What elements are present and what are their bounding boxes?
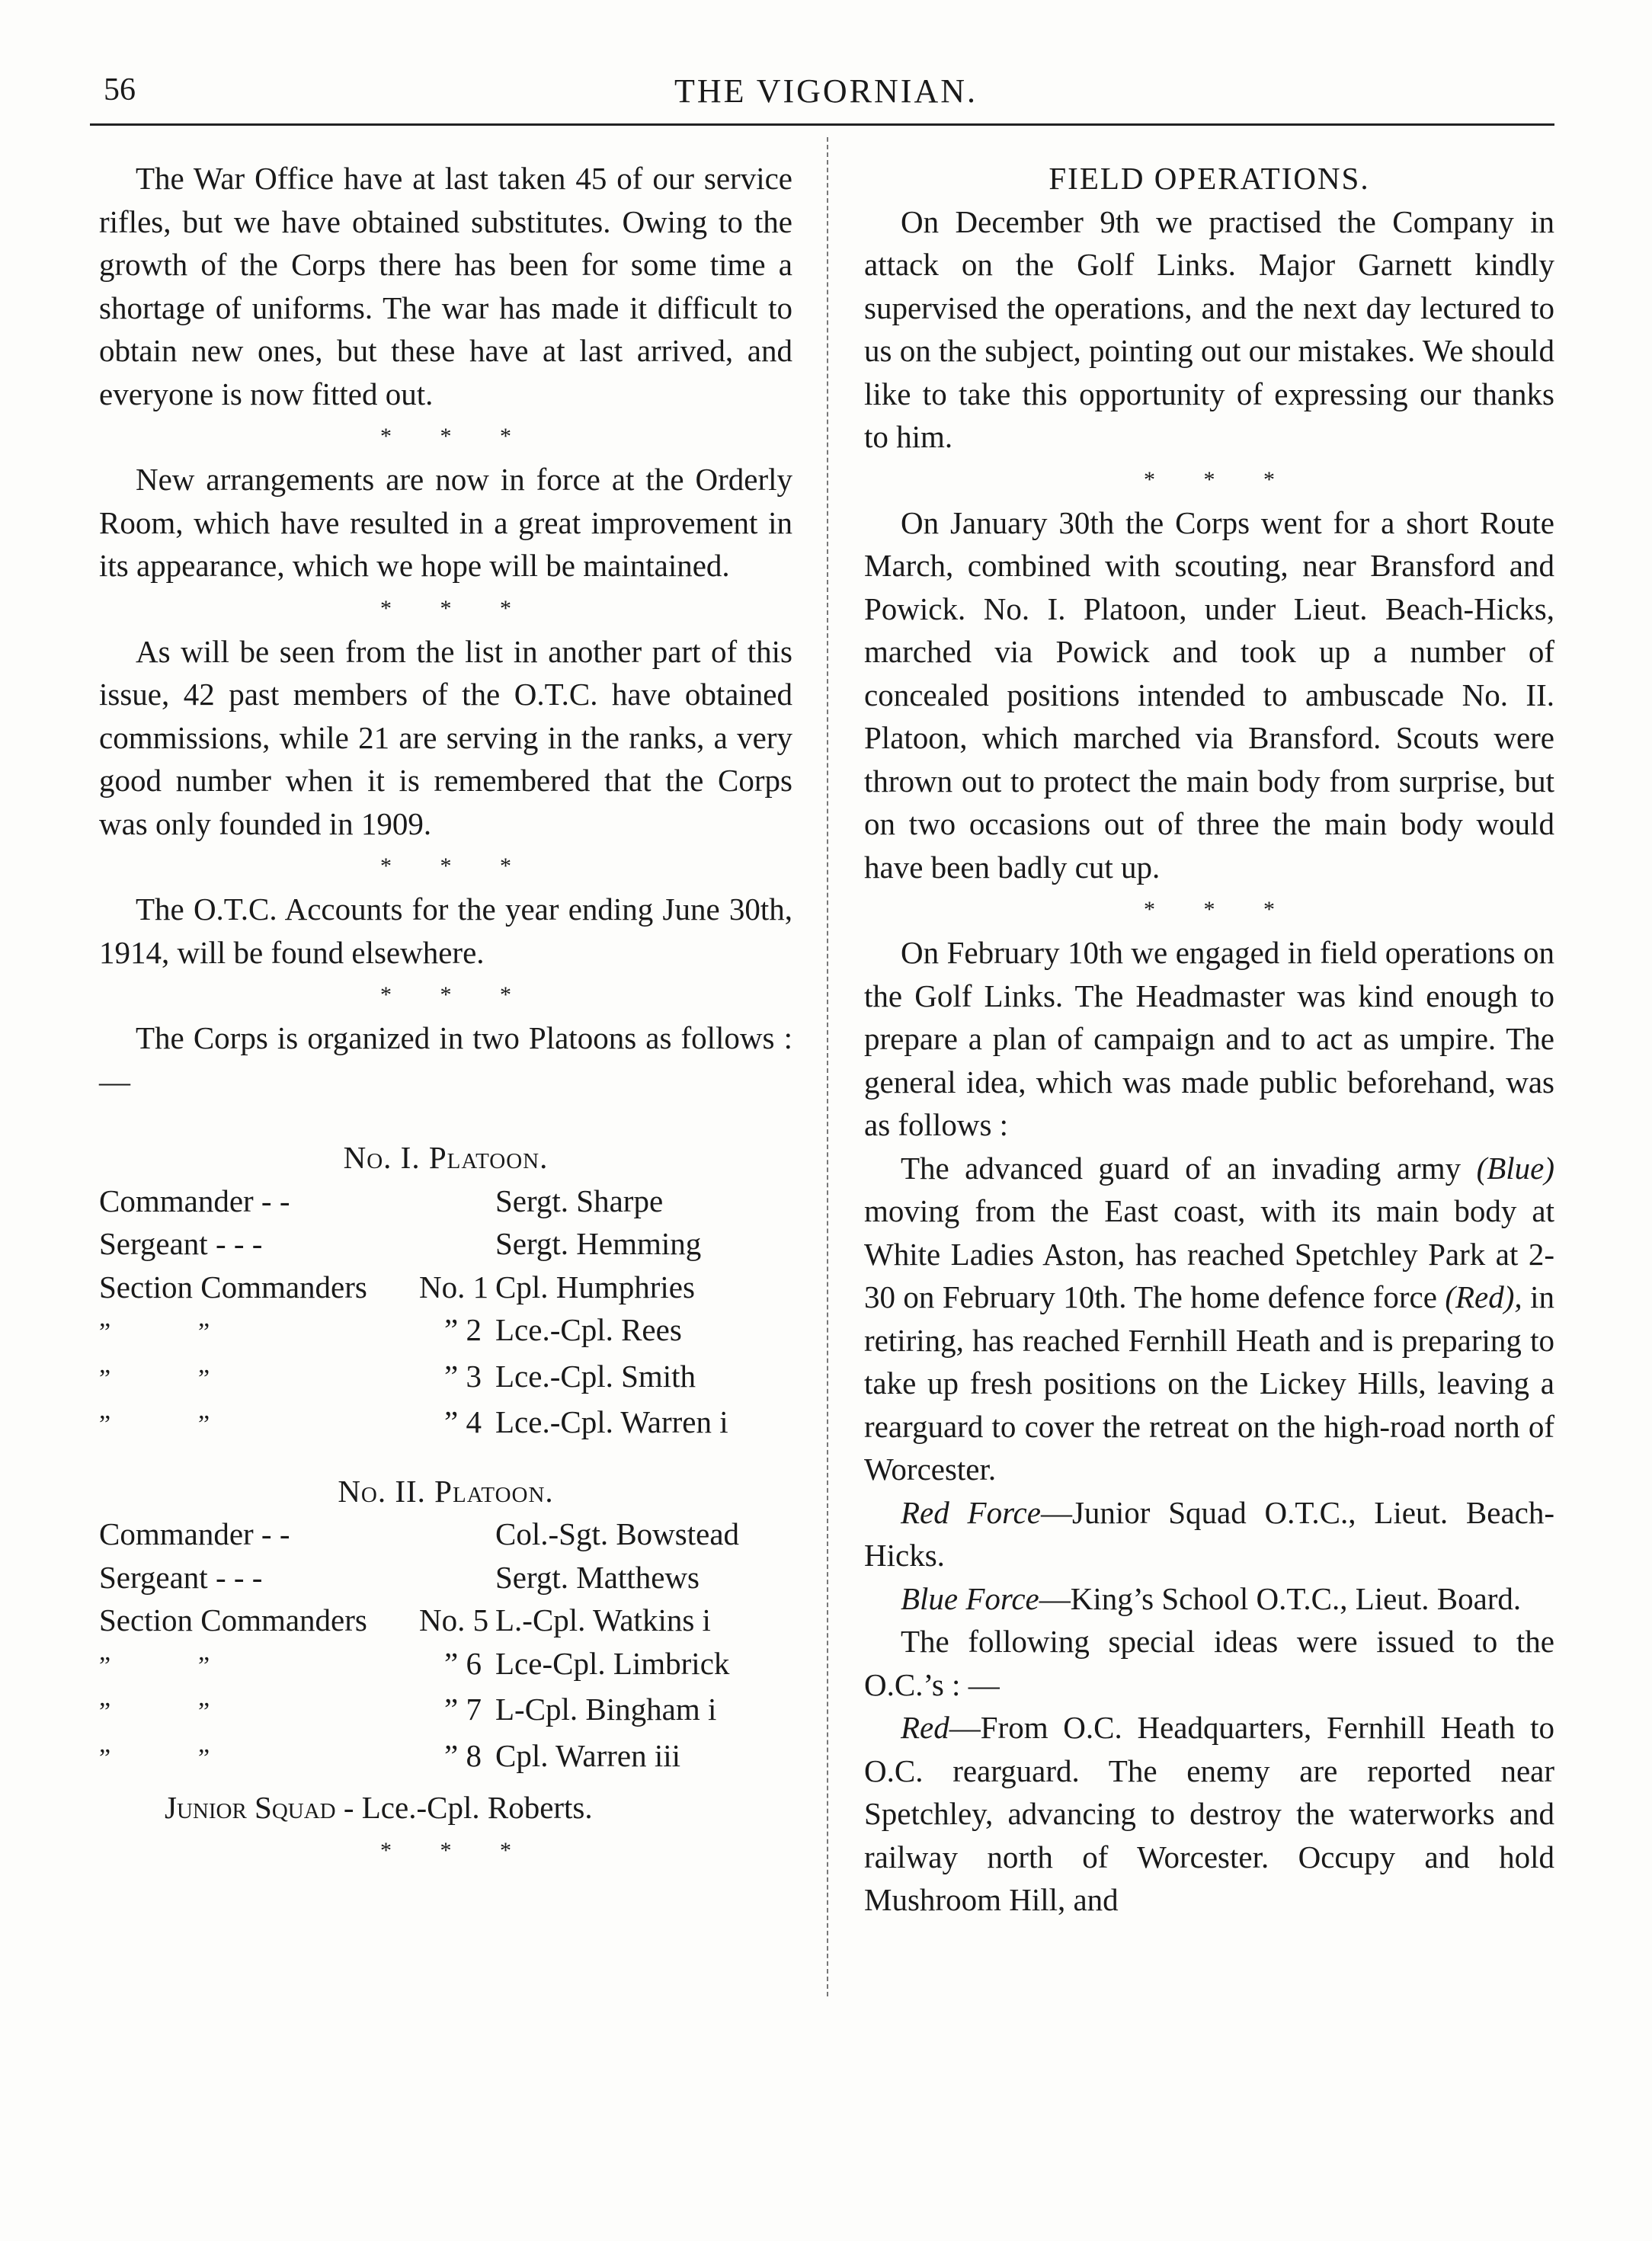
table-row: Sergeant - - - Sergt. Matthews xyxy=(99,1559,700,1595)
paragraph-accounts: The O.T.C. Accounts for the year ending June 30th, 1914, will be found elsewhere. xyxy=(99,892,792,970)
junior-squad-line xyxy=(99,1786,792,1830)
section-stars: * * * xyxy=(1144,466,1296,492)
platoon-2-roster xyxy=(99,1513,792,1780)
table-row: Commander - - Col.-Sgt. Bowstead xyxy=(99,1516,740,1551)
section-stars: * * * xyxy=(380,853,533,879)
field-operations-heading: FIELD OPERATIONS. xyxy=(1049,161,1370,196)
platoon-2-title: No. II. Platoon. xyxy=(338,1473,554,1509)
column-rule xyxy=(827,137,828,1996)
platoon-1-roster xyxy=(99,1180,792,1447)
paragraph-orderly-room: New arrangements are now in force at the Orderly Room, which have resulted in a great improvement in its appearance, which we hope will be maintained. xyxy=(99,462,792,583)
running-head: THE VIGORNIAN. xyxy=(674,72,978,110)
table-row: ” ” ” 6 Lce-Cpl. Limbrick xyxy=(99,1645,730,1681)
table-row: ” ” ” 2 Lce.-Cpl. Rees xyxy=(99,1312,682,1347)
section-stars: * * * xyxy=(380,424,533,449)
right-column xyxy=(864,157,1554,1922)
paragraph-blue-force: Blue Force—King’s School O.T.C., Lieut. Board. xyxy=(901,1580,1522,1616)
paragraph-january: On January 30th the Corps went for a short Route March, combined with scouting, near Bransford and Powick. No. I. Platoon, under Lieut. Beach-Hicks, marched via Powick and took up a number of concealed positions intended to ambuscade No. II. Platoon, which marched via Bransford. Scouts were thrown out to protect the main body from surprise, but on two occasions out of three the main body would have been badly cut up. xyxy=(864,504,1554,885)
header-rule xyxy=(90,123,1554,126)
section-stars: * * * xyxy=(1144,897,1296,922)
table-row: ” ” ” 8 Cpl. Warren iii xyxy=(99,1737,681,1773)
junior-squad-value: - Lce.-Cpl. Roberts. xyxy=(343,1790,593,1825)
paragraph-december: On December 9th we practised the Company in attack on the Golf Links. Major Garnett kindly supervised the operations, and the next day lectured to us on the subject, pointing out our mistakes. We should like to take this opportunity of expressing our thanks to him. xyxy=(864,203,1554,454)
paragraph-february: On February 10th we engaged in field operations on the Golf Links. The Headmaster was kind enough to prepare a plan of campaign and to act as umpire. The general idea, which was made public beforehand, was as follows : xyxy=(864,935,1554,1142)
page-number: 56 xyxy=(104,72,136,107)
left-column xyxy=(99,157,792,1872)
table-row: Commander - - Sergt. Sharpe xyxy=(99,1183,664,1218)
platoon-1-title: No. I. Platoon. xyxy=(343,1140,549,1175)
paragraph-rifles: The War Office have at last taken 45 of our service rifles, but we have obtained substitutes. Owing to the growth of the Corps there has been for some time a shortage of uniforms. The war has made it difficult to obtain new ones, but these have at last arrived, and everyone is now fitted out. xyxy=(99,161,792,411)
section-stars: * * * xyxy=(380,982,533,1007)
table-row: ” ” ” 3 Lce.-Cpl. Smith xyxy=(99,1358,696,1394)
section-stars: * * * xyxy=(380,595,533,621)
junior-squad-label: Junior Squad xyxy=(165,1790,336,1825)
table-row: ” ” ” 7 L-Cpl. Bingham i xyxy=(99,1692,717,1727)
paragraph-red-force: Red Force—Junior Squad O.T.C., Lieut. Beach-Hicks. xyxy=(864,1494,1554,1573)
paragraph-red-orders: Red—From O.C. Headquarters, Fernhill Heath to O.C. rearguard. The enemy are reported near Spetchley, advancing to destroy the waterworks and railway north of Worcester. Occupy and hold Mushroom Hill, and xyxy=(864,1710,1554,1917)
paragraph-general-idea: The advanced guard of an invading army (Blue) moving from the East coast, with its main body at White Ladies Aston, has reached Spetchley Park at 2-30 on February 10th. The home defence force (Red), in retiring, has reached Fernhill Heath and is preparing to take up fresh positions on the Lickey Hills, leaving a rearguard to cover the retreat on the high-road north of Worcester. xyxy=(864,1150,1555,1487)
paragraph-organization: The Corps is organized in two Platoons as follows : — xyxy=(99,1020,792,1099)
table-row: ” ” ” 4 Lce.-Cpl. Warren i xyxy=(99,1404,728,1439)
red-label-inline: (Red), xyxy=(1445,1279,1522,1314)
section-stars: * * * xyxy=(380,1837,533,1863)
table-row: Sergeant - - - Sergt. Hemming xyxy=(99,1226,702,1261)
table-row: Section Commanders No. 5 L.-Cpl. Watkins i xyxy=(99,1602,711,1638)
paragraph-special-ideas: The following special ideas were issued to the O.C.’s : — xyxy=(864,1624,1554,1702)
paragraph-commissions: As will be seen from the list in another part of this issue, 42 past members of the O.T.C. have obtained commissions, while 21 are serving in the ranks, a very good number when it is remembered that the Corps was only founded in 1909. xyxy=(99,633,792,841)
table-row: Section Commanders No. 1 Cpl. Humphries xyxy=(99,1269,695,1305)
blue-label-inline: (Blue) xyxy=(1476,1150,1555,1186)
